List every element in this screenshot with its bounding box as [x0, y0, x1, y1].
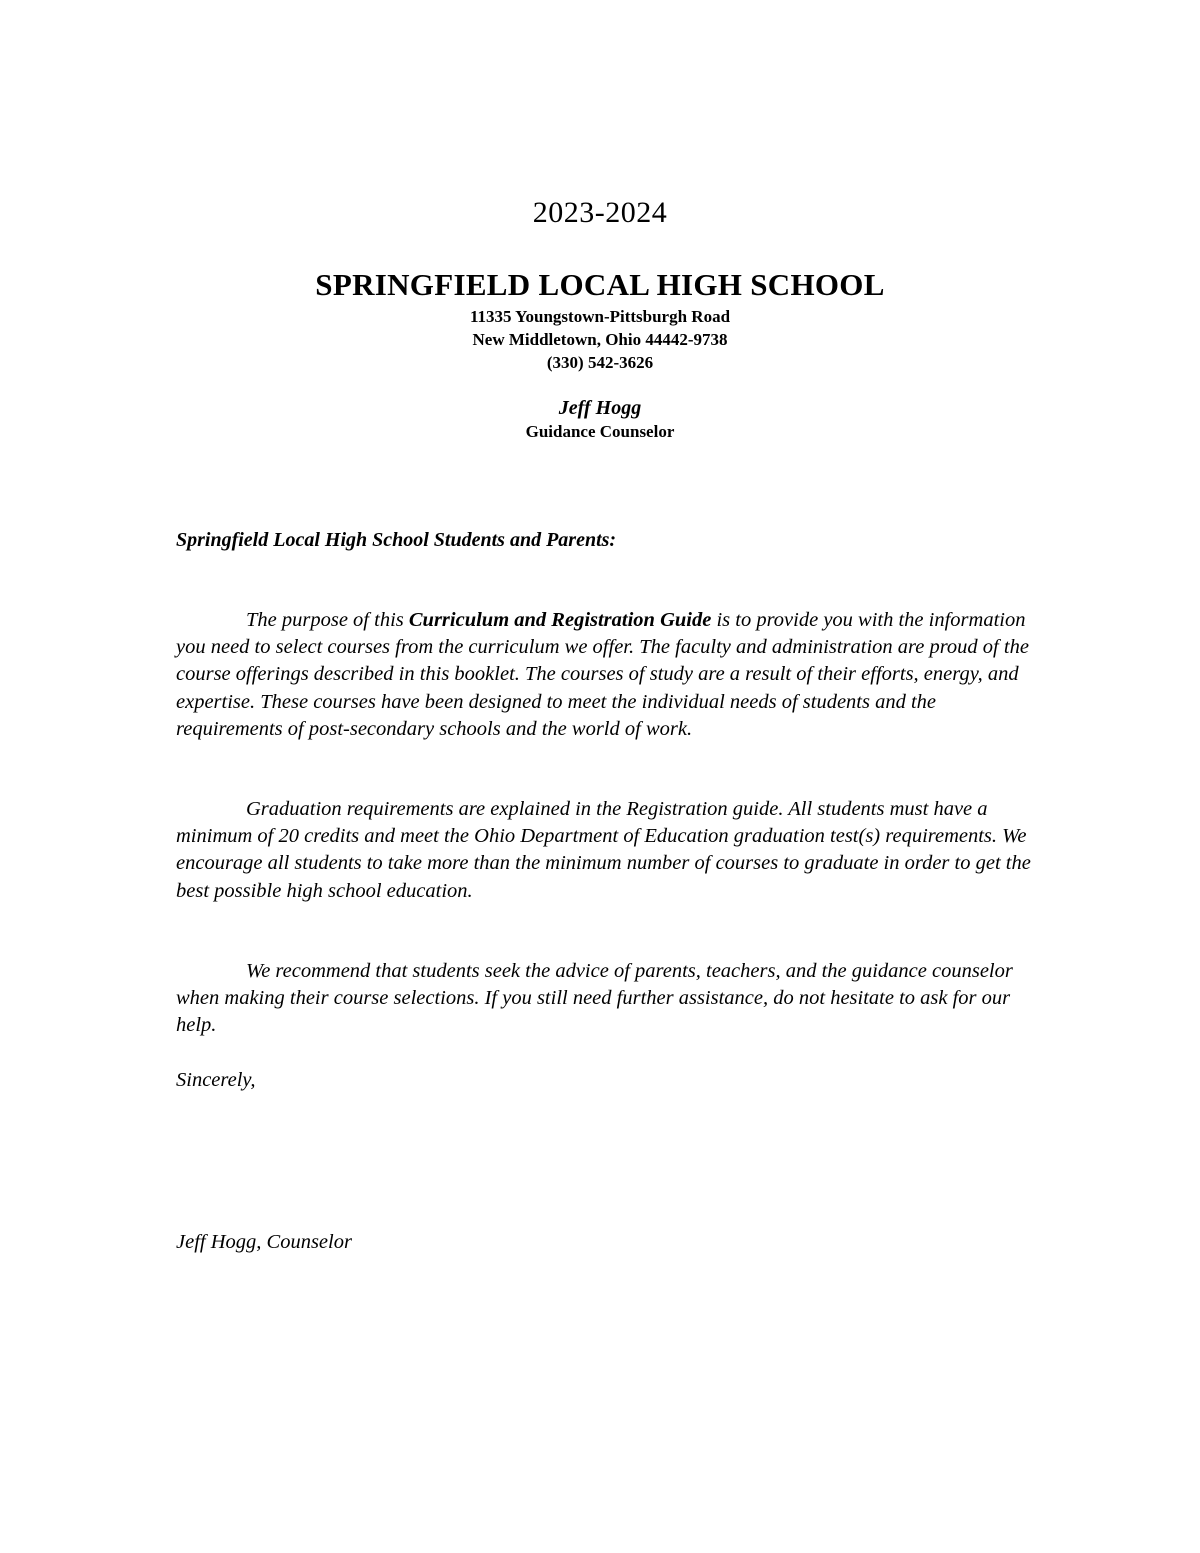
- letter-signature: Jeff Hogg, Counselor: [176, 1231, 352, 1253]
- address-city: New Middletown, Ohio 44442-9738: [472, 330, 728, 349]
- guide-title-emphasis: Curriculum and Registration Guide: [408, 609, 712, 631]
- address-street: 11335 Youngstown-Pittsburgh Road: [469, 307, 731, 326]
- school-name: SPRINGFIELD LOCAL HIGH SCHOOL: [315, 267, 885, 302]
- counselor-title: Guidance Counselor: [525, 422, 675, 441]
- letter-salutation: Springfield Local High School Students and Parents:: [176, 529, 617, 551]
- counselor-name: Jeff Hogg: [558, 397, 642, 419]
- phone-number: (330) 542-3626: [546, 353, 654, 372]
- letter-paragraph-1: [176, 607, 1036, 743]
- paragraph-1-intro: The purpose of this: [246, 609, 409, 631]
- letter-paragraph-2: Graduation requirements are explained in the Registration guide. All students must have a minimum of 20 credits and meet the Ohio Department of Education graduation test(s) requirements. We encourage all students to take more than the minimum number of courses to graduate in order to get the best possible high school education.: [176, 798, 1031, 902]
- letter-closing: Sincerely,: [176, 1069, 256, 1091]
- school-year: 2023-2024: [532, 196, 668, 229]
- letter-paragraph-3: We recommend that students seek the advice of parents, teachers, and the guidance counselor when making their course selections. If you still need further assistance, do not hesitate to ask for our help.: [176, 960, 1013, 1037]
- paragraph-1-body: is to provide you with the information you need to select courses from the curriculum we offer. The faculty and administration are proud of the course offerings described in this booklet. The courses of study are a result of their efforts, energy, and expertise. These courses have been designed to meet the individual needs of students and the requirements of post-secondary schools and the world of work.: [176, 609, 1029, 740]
